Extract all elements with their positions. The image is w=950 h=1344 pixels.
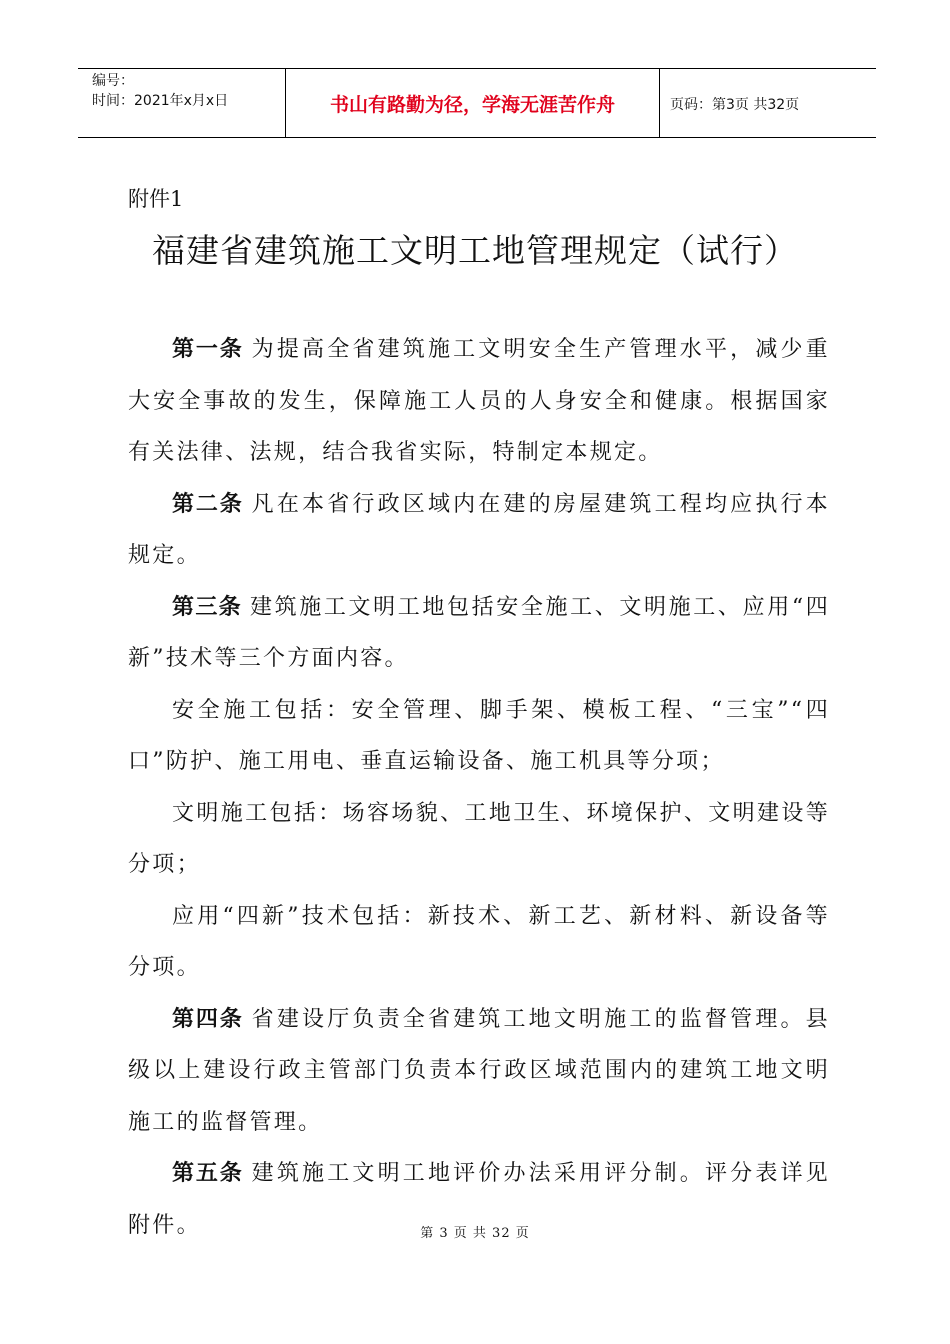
paragraph-four-new-technology [128, 891, 830, 994]
paragraph-text: 凡在本省行政区域内在建的房屋建筑工程均应执行本规定。 [128, 491, 830, 568]
article-number: 第一条 [172, 337, 244, 362]
paragraph-civilized-construction [128, 788, 830, 891]
doc-time-label: 时间：2021年x月x日 [92, 93, 229, 109]
paragraph-article-4 [128, 994, 830, 1149]
header-motto-cell [286, 69, 660, 137]
article-number: 第五条 [172, 1161, 244, 1186]
page-footer: 第 3 页 共 32 页 [420, 1226, 530, 1241]
article-number: 第三条 [172, 594, 242, 620]
header-page-code: 页码：第3页 共32页 [670, 97, 800, 113]
paragraph-text: 文明施工包括：场容场貌、工地卫生、环境保护、文明建设等分项； [128, 800, 830, 877]
paragraph-safety-construction [128, 685, 830, 788]
paragraph-article-1 [128, 324, 830, 479]
attachment-label: 附件1 [128, 187, 184, 211]
document-body [128, 324, 830, 1251]
header-motto: 书山有路勤为径，学海无涯苦作舟 [329, 94, 615, 116]
document-title: 福建省建筑施工文明工地管理规定（试行） [152, 231, 798, 270]
paragraph-text: 应用“四新”技术包括：新技术、新工艺、新材料、新设备等分项。 [128, 903, 830, 980]
paragraph-text: 省建设厅负责全省建筑工地文明施工的监督管理。县级以上建设行政主管部门负责本行政区域范围内的建筑工地文明施工的监督管理。 [128, 1006, 830, 1135]
article-number: 第二条 [172, 491, 244, 517]
paragraph-text: 为提高全省建筑施工文明安全生产管理水平，减少重大安全事故的发生，保障施工人员的人身安全和健康。根据国家有关法律、法规，结合我省实际，特制定本规定。 [128, 337, 830, 465]
header-page-cell [660, 69, 876, 137]
document-header [78, 68, 876, 138]
header-meta-cell [78, 69, 286, 137]
paragraph-article-2 [128, 479, 830, 582]
paragraph-article-3 [128, 582, 830, 685]
article-number: 第四条 [172, 1006, 244, 1032]
paragraph-text: 建筑施工文明工地评价办法采用评分制。评分表详见附件。 [128, 1161, 830, 1238]
paragraph-text: 建筑施工文明工地包括安全施工、文明施工、应用“四新”技术等三个方面内容。 [128, 594, 830, 671]
doc-number-label: 编号： [92, 73, 134, 89]
paragraph-text: 安全施工包括：安全管理、脚手架、模板工程、“三宝”“四口”防护、施工用电、垂直运输设备、施工机具等分项； [128, 697, 830, 774]
